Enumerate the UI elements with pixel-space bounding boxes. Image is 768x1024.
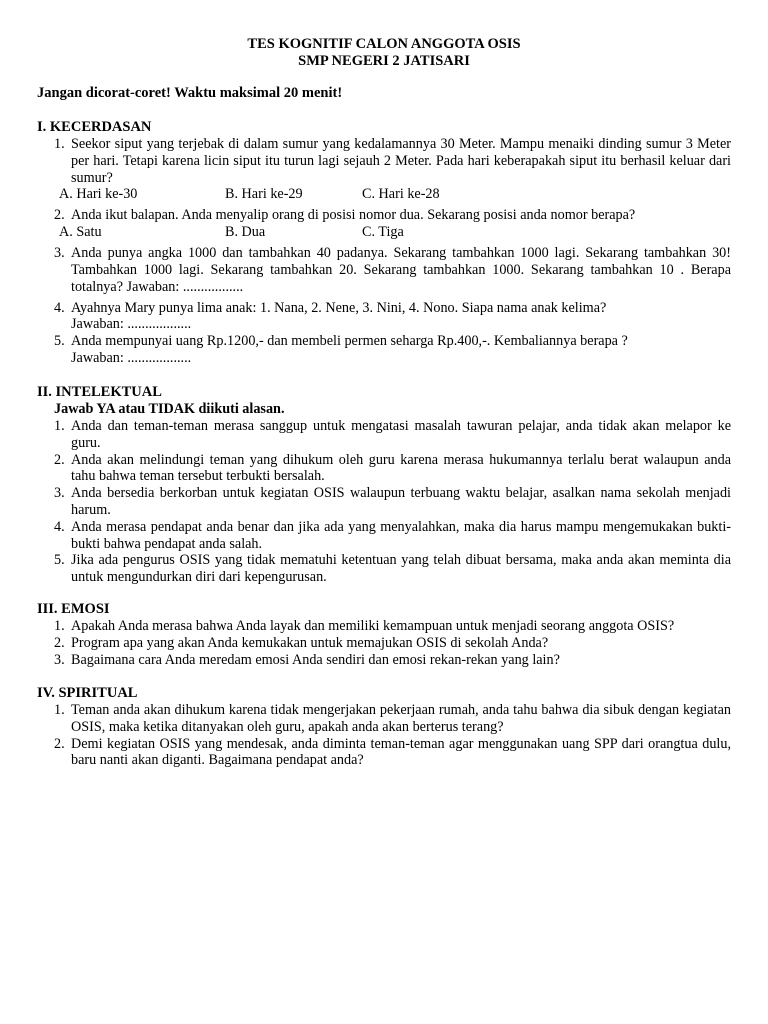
- document-title: TES KOGNITIF CALON ANGGOTA OSIS: [247, 36, 521, 52]
- question-number: 5.: [54, 552, 65, 569]
- option-a: A. Hari ke-30: [59, 186, 138, 203]
- question-number: 2.: [54, 451, 65, 468]
- test-instruction: Jangan dicorat-coret! Waktu maksimal 20 menit!: [37, 85, 343, 101]
- question-number: 2.: [54, 634, 65, 651]
- section-intelektual: [37, 384, 737, 586]
- section-kecerdasan: [37, 119, 737, 367]
- question-text: Demi kegiatan OSIS yang mendesak, anda diminta teman-teman agar menggunakan uang SPP dari orangtua dulu, baru nanti akan diganti. Bagaimana pendapat anda?: [71, 735, 731, 769]
- question-item: [54, 452, 731, 486]
- question-text: Teman anda akan dihukum karena tidak mengerjakan pekerjaan rumah, anda tahu bahwa dia sibuk dengan kegiatan OSIS, maka ketika ditanyakan oleh guru, apakah anda akan berterus terang?: [71, 702, 731, 735]
- section-heading: IV. SPIRITUAL: [37, 685, 138, 701]
- question-text: Anda punya angka 1000 dan tambahkan 40 padanya. Sekarang tambahkan 1000 lagi. Sekarang tambahkan 30! Tambahkan 1000 lagi. Sekarang tambahkan 20. Sekarang tambahkan 1000. Sekarang tambahkan 10 . Berapa totalnya? Jawaban: .................: [71, 245, 731, 295]
- option-b: B. Dua: [225, 224, 266, 241]
- question-text: Program apa yang akan Anda kemukakan untuk memajukan OSIS di sekolah Anda?: [71, 634, 549, 651]
- answer-options: [59, 224, 737, 241]
- question-number: 1.: [54, 702, 65, 718]
- question-text: Apakah Anda merasa bahwa Anda layak dan memiliki kemampuan untuk menjadi seorang anggota OSIS?: [71, 618, 675, 634]
- section-heading: I. KECERDASAN: [37, 119, 152, 135]
- section-heading: III. EMOSI: [37, 601, 110, 617]
- question-item: [54, 519, 731, 553]
- question-item: [54, 552, 731, 586]
- question-item: [54, 207, 731, 224]
- answer-line: Jawaban: ..................: [71, 349, 192, 366]
- question-item: [54, 418, 731, 452]
- question-number: 3.: [54, 485, 65, 502]
- section-emosi: [37, 601, 737, 668]
- section-instruction: Jawab YA atau TIDAK diikuti alasan.: [54, 401, 285, 417]
- question-text: Ayahnya Mary punya lima anak: 1. Nana, 2. Nene, 3. Nini, 4. Nono. Siapa nama anak kelima?: [71, 299, 607, 316]
- answer-line: Jawaban: ..................: [71, 316, 192, 333]
- question-item: [54, 702, 731, 736]
- question-number: 2.: [54, 207, 65, 224]
- answer-options: [59, 186, 737, 203]
- option-a: A. Satu: [59, 224, 102, 241]
- option-c: C. Tiga: [362, 224, 404, 241]
- question-item: [54, 485, 731, 519]
- question-text: Anda akan melindungi teman yang dihukum oleh guru karena merasa hukumannya terlalu berat walaupun anda tahu bahwa teman tersebut terbukti bersalah.: [71, 451, 731, 485]
- question-text: Seekor siput yang terjebak di dalam sumur yang kedalamannya 30 Meter. Mampu menaiki dinding sumur 3 Meter per hari. Tetapi karena licin siput itu turun lagi sejauh 2 Meter. Pada hari keberapakah siput itu berhasil keluar dari sumur?: [71, 136, 731, 186]
- section-heading: II. INTELEKTUAL: [37, 384, 162, 400]
- question-text: Anda mempunyai uang Rp.1200,- dan membeli permen seharga Rp.400,-. Kembaliannya berapa ?: [71, 333, 628, 350]
- section-spiritual: [37, 685, 737, 769]
- option-b: B. Hari ke-29: [225, 186, 303, 203]
- school-name: SMP NEGERI 2 JATISARI: [298, 53, 470, 69]
- question-number: 4.: [54, 299, 65, 316]
- question-item: [54, 652, 731, 669]
- question-number: 3.: [54, 651, 65, 668]
- question-text: Jika ada pengurus OSIS yang tidak mematuhi ketentuan yang telah dibuat bersama, maka anda akan meminta dia untuk mengundurkan diri dari kepengurusan.: [71, 552, 731, 586]
- question-number: 2.: [54, 735, 65, 752]
- question-number: 5.: [54, 333, 65, 350]
- question-text: Anda ikut balapan. Anda menyalip orang di posisi nomor dua. Sekarang posisi anda nomor berapa?: [71, 207, 636, 224]
- question-item: [54, 333, 731, 350]
- question-number: 1.: [54, 618, 65, 634]
- question-number: 1.: [54, 418, 65, 434]
- question-number: 3.: [54, 245, 65, 262]
- question-item: [54, 635, 731, 652]
- question-text: Anda dan teman-teman merasa sanggup untuk mengatasi masalah tawuran pelajar, anda tidak akan melapor ke guru.: [71, 418, 731, 451]
- question-number: 4.: [54, 518, 65, 535]
- question-item: [54, 245, 731, 295]
- question-item: [54, 136, 731, 186]
- question-text: Anda bersedia berkorban untuk kegiatan OSIS walaupun terbuang waktu belajar, asalkan nama sekolah menjadi harum.: [71, 485, 731, 518]
- question-number: 1.: [54, 136, 65, 152]
- question-item: [54, 300, 731, 317]
- question-item: [54, 618, 731, 635]
- option-c: C. Hari ke-28: [362, 186, 440, 203]
- question-text: Bagaimana cara Anda meredam emosi Anda sendiri dan emosi rekan-rekan yang lain?: [71, 651, 560, 668]
- question-item: [54, 736, 731, 770]
- question-text: Anda merasa pendapat anda benar dan jika ada yang menyalahkan, maka dia harus mampu mengemukakan bukti-bukti bahwa pendapat anda salah.: [71, 518, 731, 552]
